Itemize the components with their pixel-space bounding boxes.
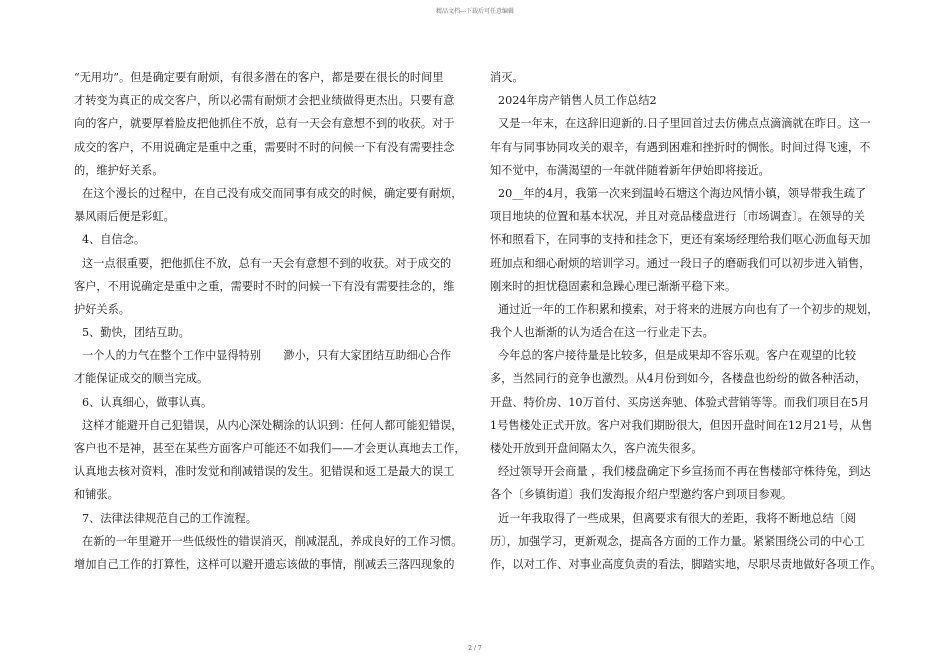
text-line: 各个〔乡镇街道〕我们发海报介绍户型邀约客户到项目参观。 <box>490 488 793 502</box>
text-line: 客户也不是神，甚至在某些方面客户可能还不如我们——才会更认真地去工作， <box>74 442 466 455</box>
text-line: 作，以对工作、对事业高度负责的看法，脚踏实地，尽职尽责地做好各项工作。 <box>490 557 882 571</box>
left-column <box>74 66 466 576</box>
text-line: 我个人也渐渐的认为适合在这一行业走下去。 <box>490 326 714 340</box>
text-line: “无用功”。但是确定要有耐烦，有很多潜在的客户，都是要在很长的时间里 <box>74 71 444 84</box>
text-line: 班加点和细心耐烦的培训学习。通过一段日子的磨砺我们可以初步进入销售， <box>490 256 871 270</box>
text-line: 这一点很重要，把他抓住不放，总有一天会有意想不到的收获。对于成交的 <box>82 256 452 270</box>
text-line: 认真地去核对资料，准时发觉和削减错误的发生。犯错误和返工是最大的误工 <box>74 465 455 479</box>
text-line: 今年总的客户接待量是比较多，但是成果却不容乐观。客户在观望的比较 <box>498 349 857 363</box>
text-line: 知不觉中，布满渴望的一年就伴随着新年伊始即将接近。 <box>490 163 770 177</box>
text-line: 才转变为真正的成交客户，所以必需有耐烦才会把业绩做得更杰出。只要有意 <box>74 94 455 108</box>
text-line: 历〕，加强学习，更新观念，提高各方面的工作力量。紧紧围绕公司的中心工 <box>490 534 865 548</box>
text-line: 开盘、特价房、10万首付、买房送奔驰、体验式营销等等。而我们项目在5月 <box>490 395 870 409</box>
text-line: 项目地块的位置和基本状况，并且对竞品楼盘进行〔市场调查〕。在领导的关 <box>490 210 865 224</box>
text-line: 2024年房产销售人员工作总结2 <box>498 94 657 108</box>
text-line: 增加自己工作的打算性，这样可以避开遗忘该做的事情，削减丢三落四现象的 <box>74 557 455 571</box>
text-line: 在这个漫长的过程中，在自己没有成交而同事有成交的时候，确定要有耐烦， <box>82 186 463 200</box>
text-line: 4、自信念。 <box>82 233 146 247</box>
text-line: 怀和照看下，在同事的支持和挂念下，更还有案场经理给我们呕心沥血每天加 <box>490 233 871 247</box>
text-line: 在新的一年里避开一些低级性的错误消灭，削减混乱，养成良好的工作习惯。 <box>82 534 463 548</box>
right-column <box>490 66 882 576</box>
page-header: 精品文档---下载后可任意编辑 <box>435 8 515 15</box>
text-line: 楼处开放到开盘间隔太久，客户流失很多。 <box>490 442 703 455</box>
text-line: 年有与同事协同攻关的艰辛，有遇到困难和挫折时的惆怅。时间过得飞速，不 <box>490 140 871 154</box>
text-line: 6、认真细心，做事认真。 <box>82 395 213 409</box>
text-line: 刚来时的担忧稳固素和急躁心理已渐渐平稳下来。 <box>490 279 737 293</box>
text-line: 成交的客户，不用说确定是重中之重，需要时不时的问候一下有没有需要挂念 <box>74 140 455 154</box>
text-line: 多，当然同行的竞争也激烈。从4月份到如今，各楼盘也纷纷的做各种活动， <box>490 372 867 386</box>
text-line: 这样才能避开自己犯错误，从内心深处糊涂的认识到：任何人都可能犯错误， <box>82 418 463 432</box>
text-line: 7、法律法律规范自己的工作流程。 <box>82 511 257 525</box>
text-line: 1号售楼处正式开放。客户对我们期盼很大，但因开盘时间在12月21号，从售 <box>490 418 873 432</box>
text-line: 经过领导开会商量 ，我们楼盘确定下乡宣扬而不再在售楼部守株待兔，到达 <box>498 465 871 479</box>
page-number: 2 / 7 <box>468 645 482 652</box>
text-line: 向的客户，就要厚着脸皮把他抓住不放，总有一天会有意想不到的收获。对于 <box>74 117 455 131</box>
text-line: 才能保证成交的顺当完成。 <box>74 372 209 386</box>
text-line: 的，维护好关系。 <box>74 163 164 177</box>
text-line: 护好关系。 <box>74 302 130 316</box>
text-line: 消灭。 <box>490 71 524 84</box>
text-line: 5、勤快，团结互助。 <box>82 326 190 340</box>
text-line: 和铺张。 <box>74 488 119 502</box>
text-line: 一个人的力气在整个工作中显得特别 渺小，只有大家团结互助细心合作 <box>82 349 452 363</box>
text-line: 20__年的4月，我第一次来到温岭石塘这个海边风情小镇，领导带我生疏了 <box>498 186 867 200</box>
text-line: 近一年我取得了一些成果，但离要求有很大的差距，我将不断地总结〔阅 <box>498 511 857 525</box>
text-line: 又是一年末，在这辞旧迎新的.日子里回首过去仿佛点点滴滴就在昨日。这一 <box>498 117 871 131</box>
text-line: 暴风雨后便是彩虹。 <box>74 210 175 224</box>
text-line: 通过近一年的工作积累和摸索，对于将来的进展方向也有了一个初步的规划， <box>498 302 879 316</box>
text-line: 客户，不用说确定是重中之重，需要时不时的问候一下有没有需要挂念的，维 <box>74 279 455 293</box>
